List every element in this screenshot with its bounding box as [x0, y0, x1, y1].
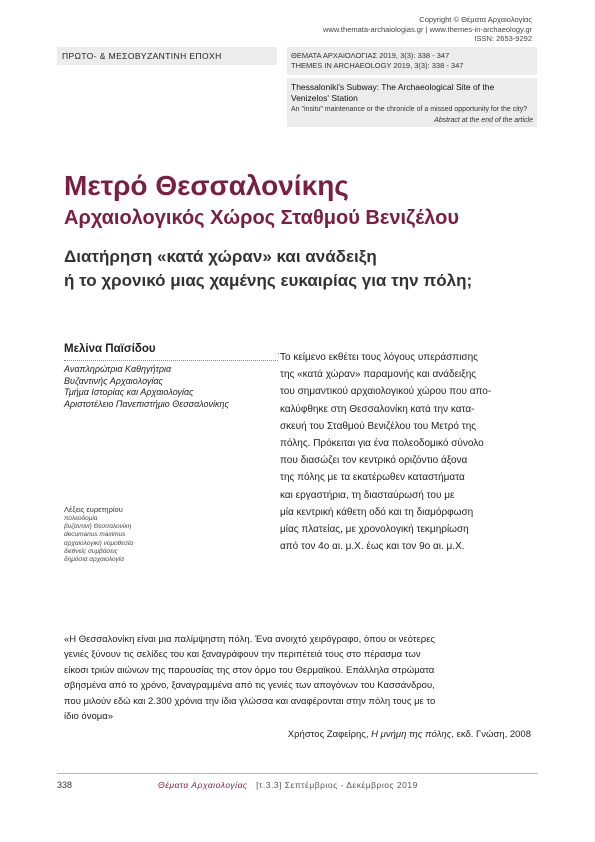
abstract-line: καλύφθηκε στη Θεσσαλονίκη κατά την κατα- — [280, 403, 475, 415]
tagline-line-2: ή το χρονικό μιας χαμένης ευκαιρίας για την πόλη; — [64, 271, 473, 290]
footer-issue: [τ.3.3] Σεπτέμβριος - Δεκέμβριος 2019 — [256, 780, 418, 790]
epigraph-quote — [64, 632, 531, 724]
affiliation-line: Τμήμα Ιστορίας και Αρχαιολογίας — [64, 387, 194, 397]
page-number: 338 — [57, 780, 73, 790]
affiliation-line: Αναπληρώτρια Καθηγήτρια — [64, 364, 172, 374]
keyword: βυζαντινή Θεσσαλονίκη — [64, 523, 132, 531]
issn: ISSN: 2653-9292 — [474, 34, 532, 43]
abstract — [280, 349, 538, 555]
tagline-line-1: Διατήρηση «κατά χώραν» και ανάδειξη — [64, 247, 377, 266]
journal-websites: www.themata-archaiologias.gr | www.themes-in-archaeology.gr — [323, 24, 532, 34]
english-title-block — [287, 78, 537, 127]
affiliation-line: Βυζαντινής Αρχαιολογίας — [64, 375, 163, 386]
journal-citation-greek: ΘΕΜΑΤΑ ΑΡΧΑΙΟΛΟΓΙΑΣ 2019, 3(3): 338 - 347 — [291, 51, 450, 60]
section-header — [57, 47, 277, 65]
abstract-line: της πόλης με τα εκατέρωθεν καταστήματα — [280, 472, 465, 484]
abstract-line: που διασώζει τον κεντρικό οριζόντιο άξονα — [280, 455, 468, 467]
abstract-line: μίας πλατείας, με χρονολογική τεκμηρίωση — [280, 524, 469, 536]
author-divider — [64, 360, 278, 361]
quote-line: ίδιο όνομα» — [64, 711, 113, 723]
footer-journal-title: Θέματα Αρχαιολογίας — [158, 780, 248, 790]
abstract-line: και εργαστήρια, τη διασταύρωσή του με — [280, 489, 455, 501]
abstract-line: πόλης. Πρόκειται για ένα πολεοδομικό σύνολο — [280, 438, 484, 450]
copyright-block — [323, 15, 532, 44]
section-label: ΠΡΩΤΟ- & ΜΕΣΟΒΥΖΑΝΤΙΝΗ ΕΠΟΧΗ — [62, 51, 222, 61]
quote-author: Χρήστος Ζαφείρης, — [287, 729, 369, 740]
abstract-line: σκευή του Σταθμού Βενιζέλου του Μετρό της — [280, 420, 477, 432]
author-affiliation — [64, 364, 229, 410]
keyword: αρχαιολογική νομοθεσία — [64, 539, 134, 547]
keyword: διεθνείς συμβάσεις — [64, 547, 118, 555]
author-name: Μελίνα Παϊσίδου — [64, 343, 156, 355]
footer-journal-info — [158, 780, 418, 790]
journal-citation — [287, 47, 537, 75]
keyword: δημόσια αρχαιολογία — [64, 556, 124, 564]
abstract-line: από τον 4ο αι. μ.Χ. έως και τον 9ο αι. μ.Χ. — [280, 541, 465, 553]
english-title: Thessaloniki's Subway: The Archaeological Site of the Venizelos' Station — [291, 82, 495, 103]
article-tagline — [64, 245, 472, 293]
keywords-list — [64, 515, 133, 564]
abstract-line: του σημαντικού αρχαιολογικού χώρου που απο- — [280, 386, 492, 398]
quote-line: γενιές ξύνουν τις σελίδες του και ξαναγράφουν την περιπέτειά τους στο πέρασμα των — [64, 649, 421, 661]
article-title: Μετρό Θεσσαλονίκης — [64, 170, 349, 201]
keywords-title: Λέξεις ευρετηρίου — [64, 505, 123, 514]
quote-line: είκοσι τριών αιώνων της παρουσίας της στον όρμο του Θερμαϊκού. Επάλληλα στρώματα — [64, 664, 435, 676]
quote-line: «Η Θεσσαλονίκη είναι μια παλίμψηστη πόλη. Ένα ανοιχτό χειρόγραφο, όπου οι νεότερες — [64, 634, 435, 645]
quote-publisher: , εκδ. Γνώση, 2008 — [451, 729, 531, 740]
quote-book: Η μνήμη της πόλης — [371, 729, 452, 740]
abstract-line: Το κείμενο εκθέτει τους λόγους υπεράσπισης — [280, 352, 478, 363]
quote-line: σβησμένα από το χρόνο, ξαναγραμμένα από τις γενιές των απογόνων του Κασσάνδρου, — [64, 680, 435, 692]
affiliation-line: Αριστοτέλειο Πανεπιστήμιο Θεσσαλονίκης — [64, 398, 229, 409]
article-subtitle: Αρχαιολογικός Χώρος Σταθμού Βενιζέλου — [64, 207, 459, 229]
abstract-line: μία κεντρική κάθετη οδό και τη διαμόρφωση — [280, 506, 474, 518]
abstract-note: Abstract at the end of the article — [434, 117, 533, 124]
quote-attribution — [288, 729, 531, 740]
quote-line: που μιλούν εδώ και 2.300 χρόνια την ίδια γλώσσα και αναφέρονται στην πόλη τους με το — [64, 695, 436, 707]
journal-citation-english: THEMES IN ARCHAEOLOGY 2019, 3(3): 338 - 347 — [291, 61, 464, 70]
copyright-line: Copyright © Θέματα Αρχαιολογίας — [419, 15, 532, 24]
keyword: πολεοδομία — [64, 515, 98, 522]
keyword: decumanus maximus — [64, 531, 126, 539]
footer-divider — [57, 773, 538, 774]
english-subtitle: An "insitu" maintenance or the chronicle of a missed opportunity for the city? — [291, 106, 528, 113]
abstract-line: της «κατά χώραν» παραμονής και ανάδειξης — [280, 369, 477, 381]
